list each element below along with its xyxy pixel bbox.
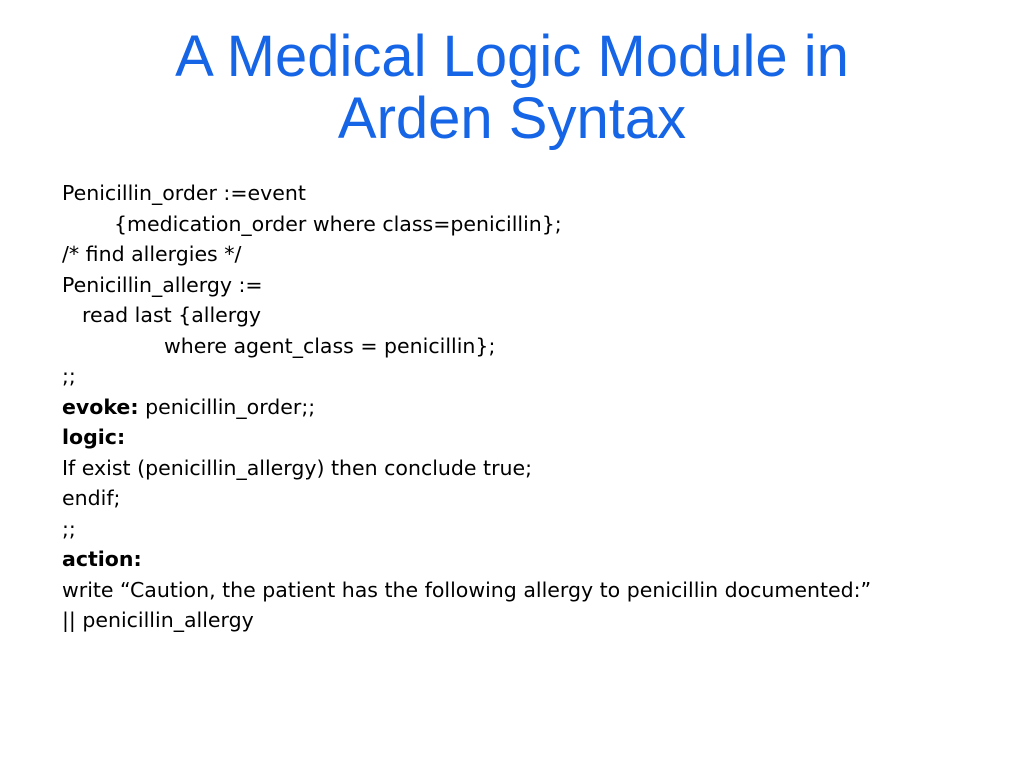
action-keyword: action: bbox=[62, 547, 142, 571]
slide-title bbox=[0, 26, 1024, 150]
title-line-2: Arden Syntax bbox=[337, 86, 687, 151]
code-body bbox=[62, 178, 962, 635]
code-line-action bbox=[62, 544, 962, 575]
code-line: ;; bbox=[62, 516, 76, 541]
evoke-text: penicillin_order;; bbox=[138, 394, 316, 419]
code-line: read last {allergy bbox=[82, 303, 261, 327]
code-line-evoke bbox=[62, 392, 962, 423]
code-line: If exist (penicillin_allergy) then conclude true; bbox=[62, 455, 533, 480]
code-line: endif; bbox=[62, 486, 121, 510]
code-line-logic bbox=[62, 422, 962, 453]
code-line: where agent_class = penicillin}; bbox=[164, 333, 496, 358]
logic-keyword: logic: bbox=[62, 425, 126, 449]
evoke-keyword: evoke: bbox=[62, 394, 139, 419]
code-line: ;; bbox=[62, 364, 76, 388]
code-line: || penicillin_allergy bbox=[62, 607, 254, 632]
code-line: Penicillin_allergy := bbox=[62, 272, 263, 297]
code-line: /* find allergies */ bbox=[62, 242, 242, 266]
code-line: Penicillin_order :=event bbox=[62, 181, 306, 205]
code-line: {medication_order where class=penicillin}; bbox=[114, 211, 562, 236]
code-line: write “Caution, the patient has the following allergy to penicillin documented:” bbox=[62, 577, 872, 602]
title-line-1: A Medical Logic Module in bbox=[175, 24, 849, 89]
